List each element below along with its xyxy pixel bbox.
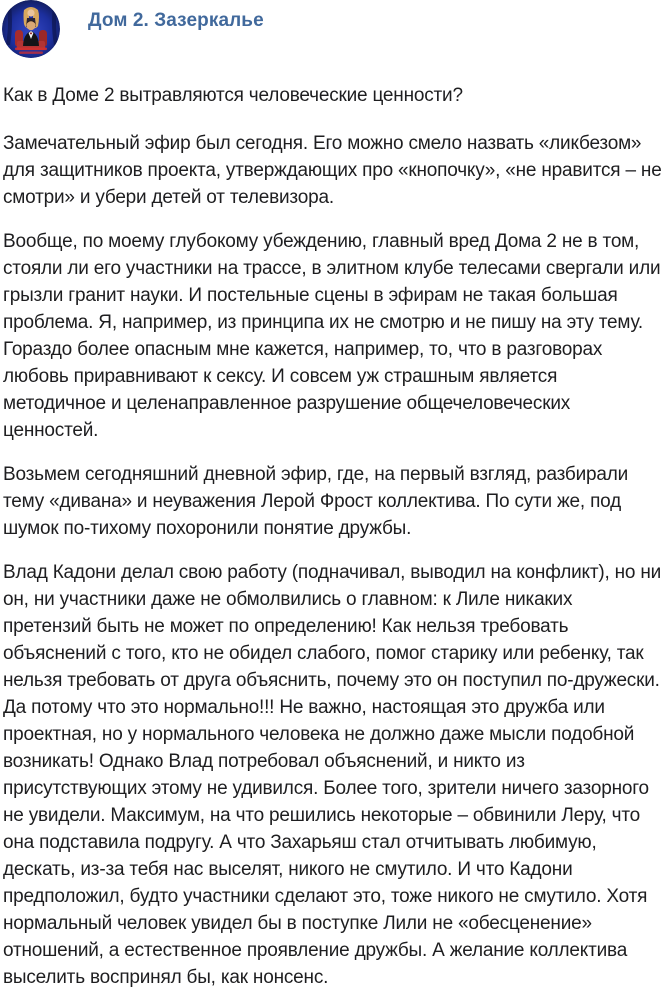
post-paragraph-1: Замечательный эфир был сегодня. Его можно смело назвать «ликбезом» для защитников проекта, утверждающих про «кнопочку», «не нравится – не смотри» и убери детей от телевизора.	[3, 133, 662, 208]
avatar-art-icon	[2, 0, 60, 58]
community-avatar[interactable]	[2, 0, 60, 58]
post-paragraph-4: Влад Кадони делал свою работу (подначивал, выводил на конфликт), но ни он, ни участники даже не обмолвились о главном: к Лиле никаких претензий быть не может по определению! Как нельзя требовать объяснений с того, кто не обидел слабого, помог старику или ребенку, так нельзя требовать от друга объяснить, почему это он поступил по-дружески. Да потому что это нормально!!! Не важно, настоящая это дружба или проектная, но у нормального человека не должно даже мысли подобной возникать! Однако Влад потребовал объяснений, и никто из присутствующих этому не удивился. Более того, зрители ничего зазорного не увидели. Максимум, на что решились некоторые – обвинили Леру, что она подставила подругу. А что Захарьяш стал отчитывать любимую, дескать, из-за тебя нас выселят, никого не смутило. И что Кадони предположил, будто участники сделают это, тоже никого не смутило. Хотя нормальный человек увидел бы в поступке Лили не «обесценение» отношений, а естественное проявление дружбы. А желание коллектива выселить воспринял бы, как нонсенс.	[3, 562, 662, 988]
post-question: Как в Доме 2 вытравляются человеческие ценности?	[3, 85, 463, 106]
community-name-link[interactable]: Дом 2. Зазеркалье	[88, 10, 264, 31]
post-paragraph-2: Вообще, по моему глубокому убеждению, главный вред Дома 2 не в том, стояли ли его участники на трассе, в элитном клубе телесами свергали или грызли гранит науки. И постельные сцены в эфирам не такая большая проблема. Я, например, из принципа их не смотрю и не пишу на эту тему. Гораздо более опасным мне кажется, например, то, что в разговорах любовь приравнивают к сексу. И совсем уж страшным является методичное и целенаправленное разрушение общечеловеческих ценностей.	[3, 231, 661, 441]
post-text	[0, 82, 670, 991]
post-paragraph-3: Возьмем сегодняшний дневной эфир, где, на первый взгляд, разбирали тему «дивана» и неуважения Лерой Фрост коллектива. По сути же, под шумок по-тихому похоронили понятие дружбы.	[3, 464, 629, 539]
post-header	[2, 0, 670, 58]
